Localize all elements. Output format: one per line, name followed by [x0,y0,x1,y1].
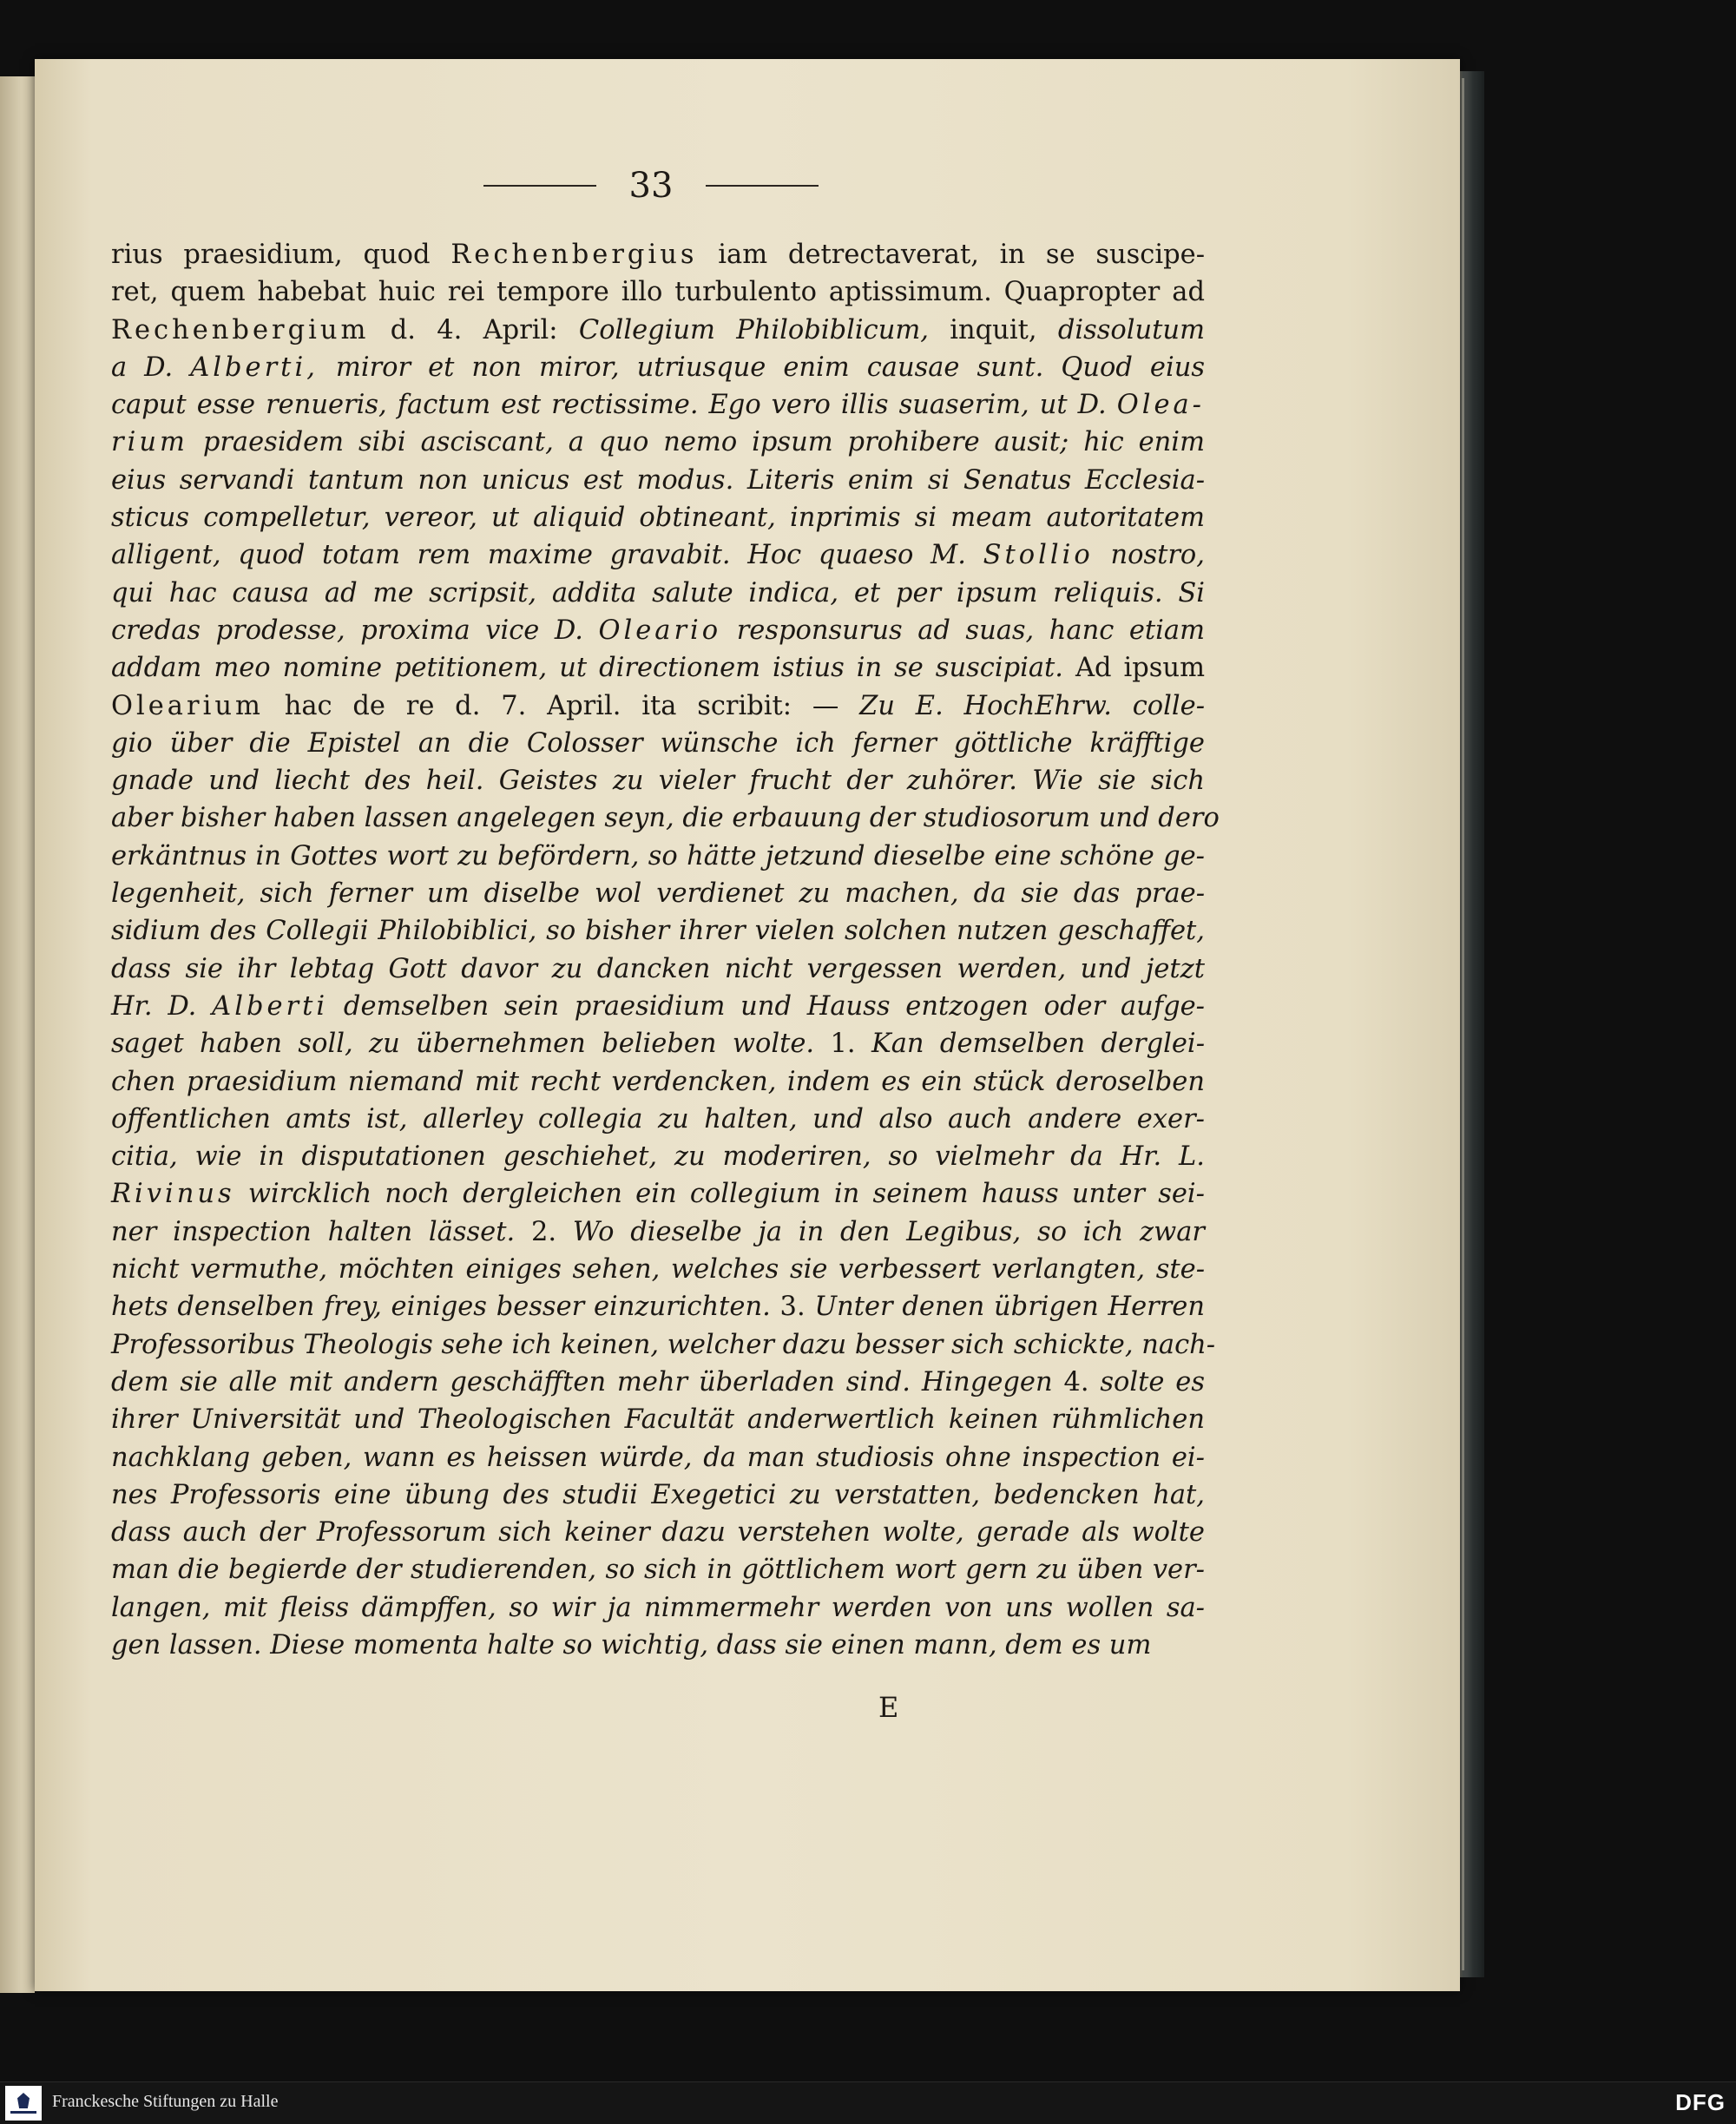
text-segment: sidium des Collegii Philobiblici, so bisher ihrer vielen solchen nutzen geschaffet, [111,916,1205,947]
text-segment: dissolutum [1057,314,1205,345]
text-segment: Rivinus [111,1179,235,1210]
text-segment: offentlichen amts ist, allerley collegia zu halten, und also auch andere exer- [111,1103,1205,1134]
text-segment: Oleario [598,615,722,646]
text-segment: caput esse renueris, factum est rectissime. Ego vero illis suaserim, ut D. [111,390,1117,421]
text-line [111,1589,1205,1627]
page-stack-line [1462,78,1464,1970]
text-segment: dem sie alle mit andern geschäfften mehr überladen sind. Hingegen [111,1366,1053,1397]
text-line [111,1025,1205,1062]
text-segment: demselben sein praesidium und Hauss entzogen oder aufge- [328,990,1205,1022]
text-line [111,762,1205,799]
text-segment: chen praesidium niemand mit recht verdencken, indem es ein stück deroselben [111,1066,1205,1097]
page-header [460,161,842,210]
text-segment: ihrer Universität und Theologischen Facultät anderwertlich keinen rühmlichen [111,1404,1205,1436]
text-segment: Wo dieselbe ja in den Legibus, so ich zwar [572,1216,1205,1247]
text-segment: solte es [1100,1366,1205,1397]
text-segment: Ad ipsum [1063,653,1205,684]
text-segment: credas prodesse, proxima vice D. [111,615,599,646]
text-segment: 2. [515,1216,573,1247]
text-segment: erkäntnus in Gottes wort zu befördern, so hätte jetzund dieselbe eine schöne ge- [111,840,1205,871]
dfg-logo[interactable]: DFG [1675,2089,1726,2115]
text-line [111,349,1205,386]
text-segment: saget haben soll, zu übernehmen belieben wolte. [111,1029,815,1060]
text-segment: hac de re d. 7. April. ita scribit: — [263,690,860,721]
text-line [111,1251,1205,1288]
text-segment: Olearium [111,690,264,721]
text-line [111,386,1205,424]
text-segment: Kan demselben derglei- [871,1029,1205,1060]
text-line [111,1063,1205,1101]
text-segment: 3. [770,1292,815,1323]
text-line [111,875,1205,912]
page-number: 33 [628,166,674,206]
text-segment: miror et non miror, utriusque enim causae sunt. Quod eius [318,352,1205,383]
text-segment: wircklich noch dergleichen ein collegium in seinem hauss unter sei- [234,1179,1205,1210]
text-segment: ner inspection halten lässet. [111,1216,516,1247]
text-line [111,687,1205,725]
logo-bar [10,2111,36,2114]
text-line [111,536,1205,574]
text-line [111,1326,1216,1364]
body-text [111,236,1220,1664]
text-segment: nostro, [1093,540,1205,571]
text-segment: aber bisher haben lassen angelegen seyn, die erbauung der studiosorum und dero [111,803,1220,834]
text-segment: gen lassen. Diese momenta halte so wichtig, dass sie einen mann, dem es um [111,1629,1152,1660]
text-line [111,1364,1205,1401]
text-line [111,273,1205,311]
text-segment: sticus compelletur, vereor, ut aliquid obtineant, inprimis si meam autoritatem [111,503,1205,534]
text-line [111,1138,1205,1175]
text-line [111,950,1205,988]
text-segment: Rechenbergius [450,240,698,270]
text-segment: d. 4. April: [369,314,579,345]
text-segment: Hr. D. [111,990,213,1022]
text-line [111,575,1205,612]
text-line [111,236,1205,273]
logo-glyph [17,2093,30,2108]
header-rule-right [706,185,819,187]
text-segment: hets denselben frey, einiges besser einzurichten. [111,1292,771,1323]
text-segment: Stollio [983,540,1094,571]
text-line [111,799,1220,837]
signature-mark: E [878,1691,899,1724]
text-segment: inquit, [928,314,1058,345]
text-segment: rium [111,427,188,458]
text-line [111,838,1205,875]
text-segment: langen, mit fleiss dämpffen, so wir ja nimmermehr werden von uns wollen sa- [111,1592,1205,1623]
text-segment: addam meo nomine petitionem, ut directionem istius in se suscipiat. [111,653,1063,684]
text-line [111,612,1205,649]
text-segment: Professoribus Theologis sehe ich keinen, welcher dazu besser sich schickte, nach- [111,1329,1216,1360]
text-segment: praesidium, quod [162,240,451,270]
text-segment: Collegium Philobiblicum, [578,314,929,345]
footer-credit-link[interactable]: Franckesche Stiftungen zu Halle [52,2092,279,2111]
facing-page-edge [0,76,35,1993]
text-line [111,1288,1205,1325]
text-line [111,499,1205,536]
text-line [111,1476,1205,1514]
text-segment: legenheit, sich ferner um diselbe wol verdienet zu machen, da sie das prae- [111,878,1205,910]
text-segment: nachklang geben, wann es heissen würde, da man studiosis ohne inspection ei- [111,1442,1205,1473]
text-segment: a D. [111,352,191,383]
text-segment: Alberti [212,990,329,1022]
header-rule-left [483,185,596,187]
text-segment: eius servandi tantum non unicus est modus. Literis enim si Senatus Ecclesia- [111,464,1205,496]
text-line [111,1439,1205,1476]
text-segment: alligent, quod totam rem maxime gravabit. Hoc quaeso M. [111,540,983,571]
text-line [111,1101,1205,1138]
text-line [111,1551,1205,1588]
text-segment: responsurus ad suas, hanc etiam [721,615,1205,646]
text-segment: qui hac causa ad me scripsit, addita salute indica, et per ipsum reliquis. Si [111,577,1205,608]
text-segment: man die begierde der studierenden, so sich in göttlichem wort gern zu üben ver- [111,1555,1205,1586]
franckesche-stiftungen-logo-icon[interactable] [5,2086,42,2121]
text-segment: citia, wie in disputationen geschiehet, zu moderiren, so vielmehr da Hr. L. [111,1141,1205,1173]
text-segment: Alberti, [190,352,319,383]
text-segment: Olea- [1116,390,1205,421]
text-segment: dass auch der Professorum sich keiner dazu verstehen wolte, gerade als wolte [111,1517,1205,1549]
text-segment: rius [111,240,163,270]
text-segment: 1. [814,1029,871,1060]
text-line [111,1514,1205,1551]
text-segment: nicht vermuthe, möchten einiges sehen, welches sie verbessert verlangten, ste- [111,1254,1205,1286]
text-segment: gnade und liecht des heil. Geistes zu vieler frucht der zuhörer. Wie sie sich [111,766,1205,797]
text-line [111,912,1205,950]
text-line [111,1175,1205,1213]
text-line [111,988,1205,1025]
text-line [111,649,1205,687]
text-segment: Rechenbergium [111,314,370,345]
text-segment: Zu E. HochEhrw. colle- [859,690,1206,721]
text-line [111,1401,1205,1438]
text-segment: 4. [1052,1366,1101,1397]
text-line [111,462,1205,499]
text-segment: ret, quem habebat huic rei tempore illo turbulento aptissimum. Quapropter ad [111,277,1205,308]
text-segment: praesidem sibi asciscant, a quo nemo ipsum prohibere ausit; hic enim [187,427,1205,458]
text-segment: iam detrectaverat, in se suscipe- [697,240,1205,270]
text-segment: dass sie ihr lebtag Gott davor zu dancken nicht vergessen werden, und jetzt [111,953,1205,984]
text-line [111,1213,1205,1251]
text-segment: nes Professoris eine übung des studii Exegetici zu verstatten, bedencken hat, [111,1479,1205,1510]
footer-bar [0,2081,1736,2124]
text-line [111,424,1205,461]
text-line [111,312,1205,349]
text-line [111,1627,1205,1664]
text-segment: Unter denen übrigen Herren [814,1292,1206,1323]
text-segment: gio über die Epistel an die Colosser wünsche ich ferner göttliche kräfftige [111,727,1205,759]
text-line [111,725,1205,762]
